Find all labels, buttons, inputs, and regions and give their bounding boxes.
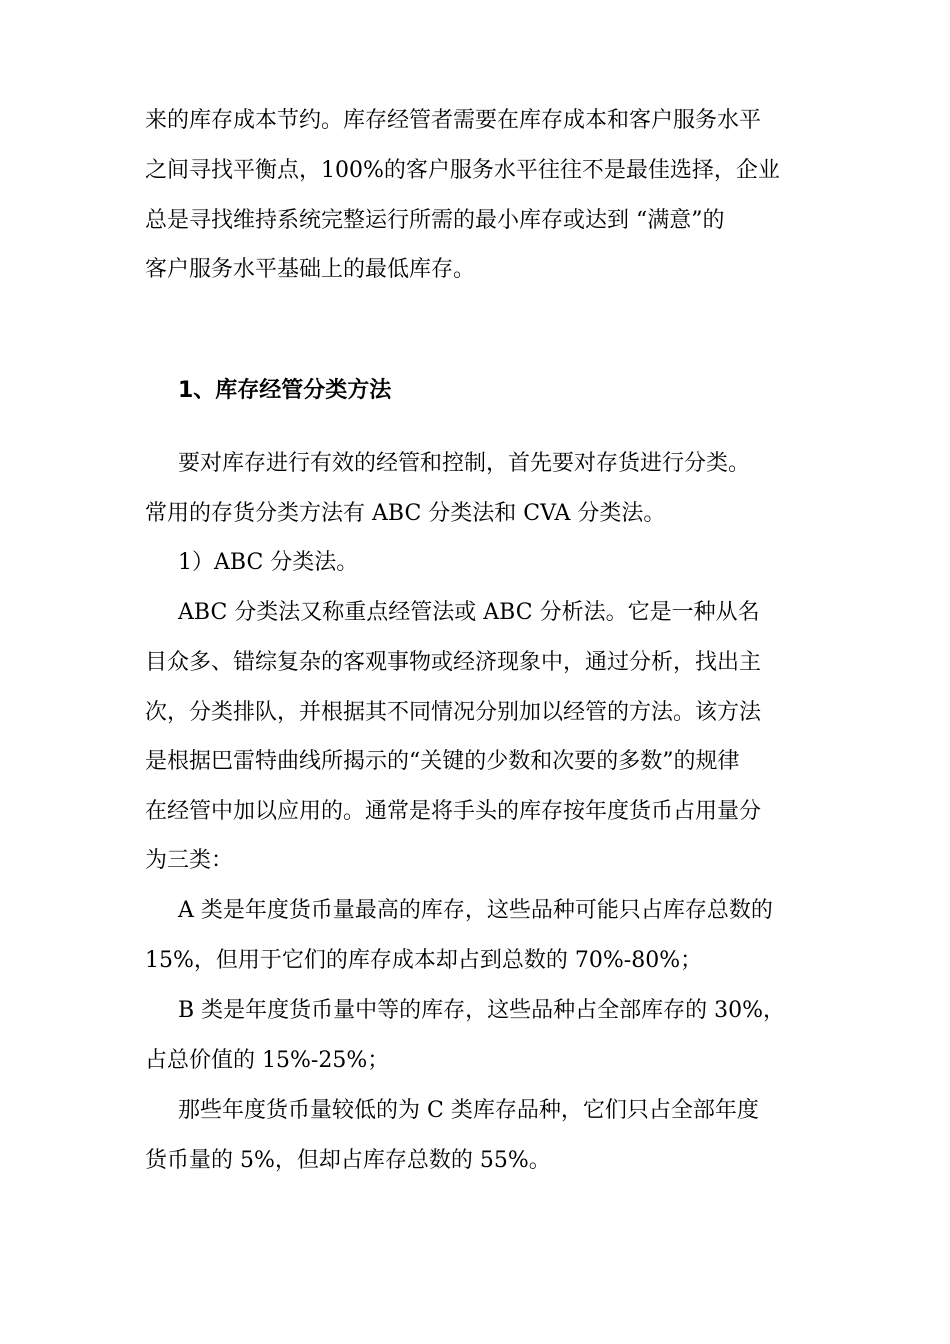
classify-line-1: 要对库存进行有效的经管和控制，首先要对存货进行分类。 [178, 451, 751, 476]
abc-line-2: 目众多、错综复杂的客观事物或经济现象中，通过分析，找出主 [145, 650, 762, 675]
abc-subheading: 1）ABC 分类法。 [178, 550, 359, 575]
class-a-line-2: 15%，但用于它们的库存成本却占到总数的 70%-80%； [145, 948, 703, 973]
class-a-line-1: A 类是年度货币量最高的库存，这些品种可能只占库存总数的 [178, 898, 773, 923]
class-b-line-1: B 类是年度货币量中等的库存，这些品种占全部库存的 30%， [178, 998, 786, 1023]
intro-line-2: 之间寻找平衡点，100%的客户服务水平往往不是最佳选择，企业 [145, 158, 780, 183]
class-b-line-2: 占总价值的 15%-25%； [145, 1048, 390, 1073]
abc-line-5: 在经管中加以应用的。通常是将手头的库存按年度货币占用量分 [145, 799, 762, 824]
intro-line-3: 总是寻找维持系统完整运行所需的最小库存或达到 “满意”的 [145, 208, 725, 233]
abc-line-4: 是根据巴雷特曲线所揭示的“关键的少数和次要的多数”的规律 [145, 749, 740, 774]
intro-line-1: 来的库存成本节约。库存经管者需要在库存成本和客户服务水平 [145, 108, 762, 133]
classify-line-2: 常用的存货分类方法有 ABC 分类法和 CVA 分类法。 [145, 501, 666, 526]
section-heading: 1、库存经管分类方法 [178, 378, 392, 403]
abc-line-3: 次，分类排队，并根据其不同情况分别加以经管的方法。该方法 [145, 700, 762, 725]
intro-line-4: 客户服务水平基础上的最低库存。 [145, 257, 476, 282]
abc-line-1: ABC 分类法又称重点经管法或 ABC 分析法。它是一种从名 [178, 600, 760, 625]
abc-line-6: 为三类： [145, 848, 234, 873]
class-c-line-2: 货币量的 5%，但却占库存总数的 55%。 [145, 1148, 551, 1173]
class-c-line-1: 那些年度货币量较低的为 C 类库存品种，它们只占全部年度 [178, 1098, 759, 1123]
